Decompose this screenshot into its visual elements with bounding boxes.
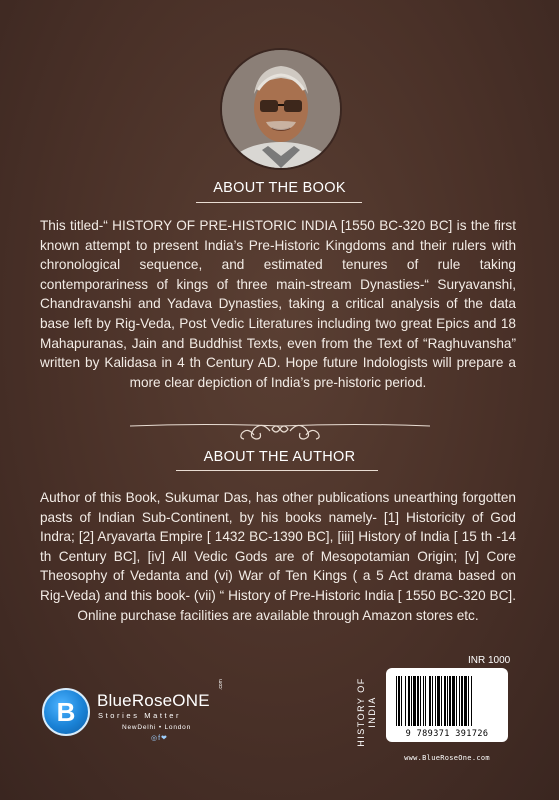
isbn-barcode [386,668,508,742]
barcode-bar [437,676,440,726]
barcode-bar [435,676,436,726]
barcode-bar [396,676,397,726]
barcode-bar [420,676,421,726]
barcode-bar [417,676,419,726]
barcode-bar [441,676,442,726]
author-photo [220,48,342,170]
barcode-bar [444,676,446,726]
barcode-bar [459,676,460,726]
about-author-rule [176,470,378,471]
barcode-bar [411,676,412,726]
barcode-bar [413,676,416,726]
barcode-bar [468,676,469,726]
barcode-bar [464,676,467,726]
barcode-bar [429,676,431,726]
barcode-bar [452,676,455,726]
barcode-bars [396,676,498,728]
barcode-bar [408,676,410,726]
publisher-suffix: .com [218,679,224,690]
social-icons: ◎f❤ [151,735,168,742]
spine-title: HISTORY OF INDIA [356,677,377,747]
barcode-bar [405,676,406,726]
barcode-bar [401,676,402,726]
publisher-url: www.BlueRoseOne.com [404,754,490,762]
about-book-text: This titled-“ HISTORY OF PRE-HISTORIC INDIA [1550 BC-320 BC] is the first known attempt to present India’s Pre-Historic Kingdoms and their rulers with chronological sequence, and estimated tenures of rule taking contemporariness of kings of three main-stream Dynasties-“ Suryavanshi, Chandravanshi and Yadava Dynasties, taking a critical analysis of the data base left by Rig-Veda, Post Vedic Literatures including two great Epics and 18 Mahapuranas, Jain and Buddhist Texts, even from the Text of “Raghuvansha” written by Kalidasa in 4 th Century AD. Hope future Indologists will prepare a more clear depiction of India’s pre-historic period. [40,218,516,390]
barcode-bar [425,676,426,726]
price-label: INR 1000 [468,655,511,666]
publisher-cities: NewDelhi • London [122,724,191,731]
about-author-text: Author of this Book, Sukumar Das, has other publications unearthing forgotten pasts of Indian Sub-Continent, by his books namely- [1] Historicity of God Indra; [2] Aryavarta Empire [ 1432 BC-1390 BC], [iii] History of India [ 15 th -14 th Century BC], [iv] All Vedic Gods are of Mesopotamian Origin; [v] Core Theosophy of Vedanta and (vi) War of Ten Kings ( a 5 Act drama based on Rig-Veda) and this book- (vii) “ History of Pre-Historic India [ 1550 BC-320 BC]. Online purchase facilities are available through Amazon stores etc. [40,490,516,623]
barcode-bar [456,676,457,726]
about-book-heading: ABOUT THE BOOK [213,180,346,196]
bluerose-logo-icon [42,688,90,736]
barcode-bar [449,676,451,726]
barcode-bar [471,676,472,726]
barcode-bar [461,676,463,726]
logo-letter: B [56,697,76,727]
isbn-number: 9 789371 391726 [405,729,489,739]
barcode-bar [398,676,400,726]
barcode-bar [447,676,448,726]
about-book-rule [196,202,362,203]
barcode-bar [432,676,433,726]
publisher-name: BlueRoseONE [97,691,210,710]
barcode-bar [423,676,424,726]
publisher-tagline: Stories Matter [98,711,182,720]
ornament-divider [130,419,430,443]
about-author-heading: ABOUT THE AUTHOR [203,449,356,465]
